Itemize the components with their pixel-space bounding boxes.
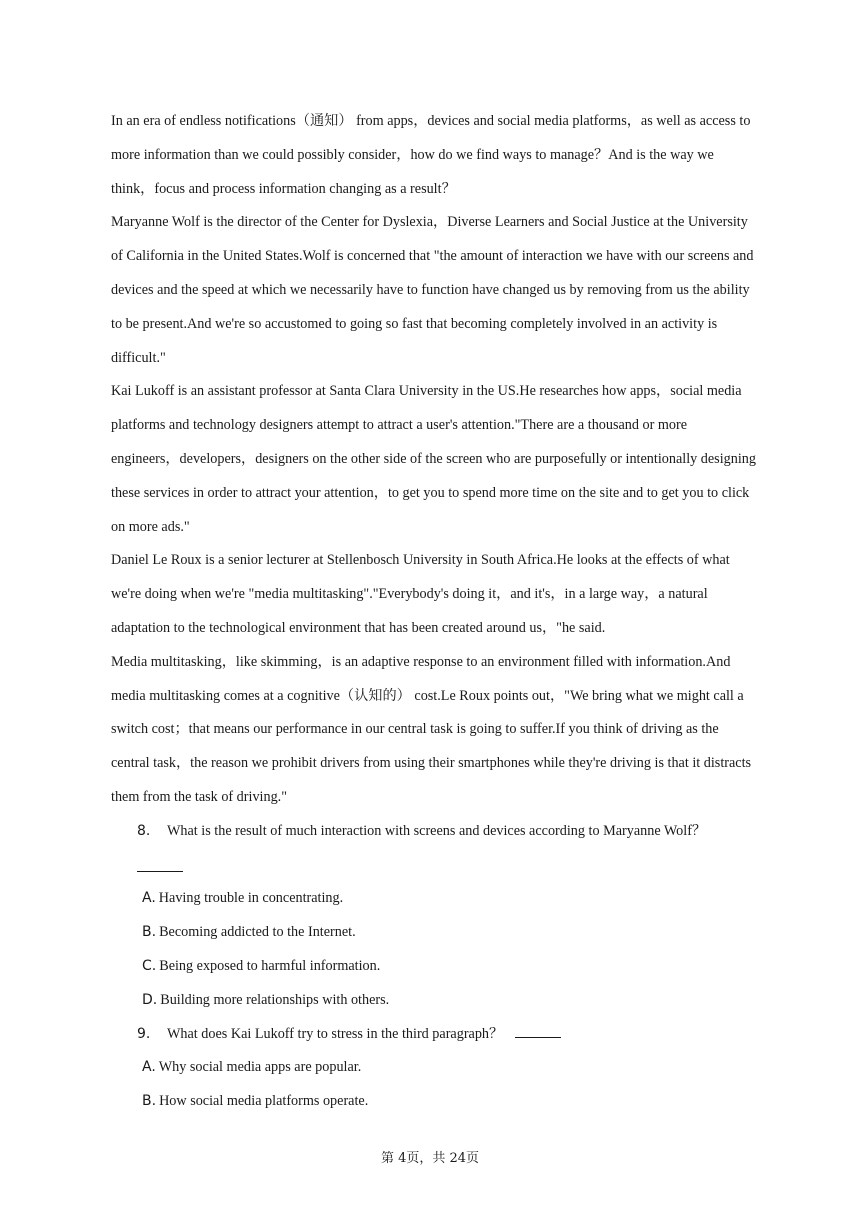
passage-paragraph-5: Media multitasking，like skimming，is an adaptive response to an environment filled with information.And media multitasking comes at a cognitive（认知的） cost.Le Roux points out，"We bring what we might call a switch cost；that means our performance in our central task is going to suffer.If you think of driving as the central task，the reason we prohibit drivers from using their smartphones while they're driving is that it distracts them from the task of driving." <box>111 653 752 805</box>
question-number: 8. <box>137 822 151 839</box>
option-text: Why social media apps are popular. <box>158 1059 362 1076</box>
option-letter: A. <box>142 1059 156 1076</box>
passage-paragraph-1: In an era of endless notifications（通知） from apps，devices and social media platforms，as well as access to more information than we could possibly consider，how do we find ways to manage？And is the way we think，focus and process information changing as a result？ <box>111 113 751 197</box>
answer-blank-line <box>137 849 756 883</box>
option-letter: A. <box>142 890 156 907</box>
option-a[interactable] <box>111 1051 756 1085</box>
option-letter: C. <box>142 957 157 974</box>
passage-paragraph-3: Kai Lukoff is an assistant professor at Santa Clara University in the US.He researches how apps，social media platforms and technology designers attempt to attract a user's attention."There are a thousand or more engineers，developers，designers on the other side of the screen who are purposefully or intentionally designing these services in order to attract your attention，to get you to spend more time on the site and to get you to click on more ads." <box>111 383 756 535</box>
question-9 <box>111 1018 756 1052</box>
question-8 <box>111 815 756 849</box>
passage-paragraph-2: Maryanne Wolf is the director of the Center for Dyslexia，Diverse Learners and Social Justice at the University of California in the United States.Wolf is concerned that "the amount of interaction we have with our screens and devices and the speed at which we necessarily have to function have changed us by removing from us the ability to be present.And we're so accustomed to going so fast that becoming completely involved in an activity is difficult." <box>111 214 754 366</box>
option-a[interactable] <box>111 882 756 916</box>
option-c[interactable] <box>111 950 756 984</box>
page-content <box>111 105 756 1119</box>
question-text: What is the result of much interaction with screens and devices according to Maryanne Wolf？ <box>167 822 707 839</box>
passage-paragraph-4: Daniel Le Roux is a senior lecturer at Stellenbosch University in South Africa.He looks at the effects of what we're doing when we're "media multitasking"."Everybody's doing it，and it's，in a large way，a natural adaptation to the technological environment that has been created around us，"he said. <box>111 552 730 636</box>
option-letter: D. <box>142 991 158 1008</box>
option-text: Becoming addicted to the Internet. <box>159 924 356 941</box>
page-footer: 第 4页，共 24页 <box>380 1151 480 1166</box>
option-text: How social media platforms operate. <box>159 1093 369 1110</box>
answer-blank <box>515 1023 561 1038</box>
question-text: What does Kai Lukoff try to stress in the third paragraph？ <box>167 1025 504 1042</box>
option-d[interactable] <box>111 984 756 1018</box>
question-number: 9. <box>137 1025 151 1042</box>
option-text: Being exposed to harmful information. <box>159 957 381 974</box>
option-text: Having trouble in concentrating. <box>158 890 344 907</box>
answer-blank <box>137 857 183 872</box>
option-b[interactable] <box>111 916 756 950</box>
option-b[interactable] <box>111 1085 756 1119</box>
option-letter: B. <box>142 924 157 941</box>
option-text: Building more relationships with others. <box>160 991 390 1008</box>
option-letter: B. <box>142 1093 157 1110</box>
